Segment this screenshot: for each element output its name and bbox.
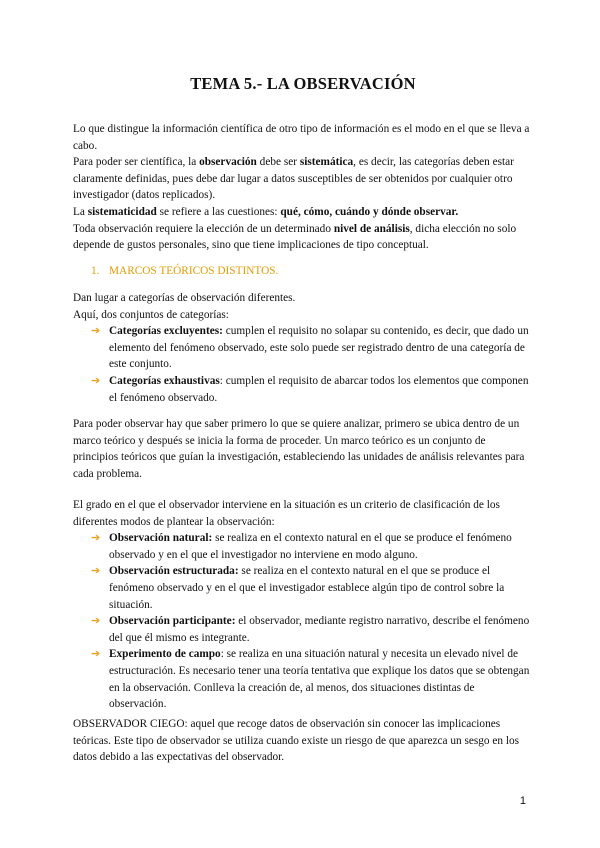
page-number: 1: [519, 795, 526, 807]
categories-section: [73, 290, 533, 406]
intro-paragraph-4: Toda observación requiere la elección de un determinado nivel de análisis, dicha elección no solo depende de gustos personales, sino que tiene implicaciones de tipo conceptual.: [73, 222, 517, 252]
list-item: ➔ Categorías excluyentes: cumplen el requisito no solapar su contenido, es decir, que dado un elemento del fenómeno observado, este solo puede ser registrado dentro de una categoría de este conjunto.: [91, 325, 529, 371]
modes-section: [73, 497, 533, 713]
section-number: 1.: [91, 265, 100, 277]
categories-line-1: Dan lugar a categorías de observación diferentes.: [73, 292, 296, 304]
categories-list: [73, 323, 533, 406]
theory-section: [73, 416, 533, 482]
list-item: ➔ Observación participante: el observador, mediante registro narrativo, describe el fenómeno del que él mismo es integrante.: [91, 615, 530, 644]
section-heading: [91, 263, 551, 280]
list-item: ➔ Observación natural: se realiza en el contexto natural en el que se produce el fenómeno observado y en el que el investigador no interviene en modo alguno.: [91, 532, 512, 561]
categories-line-2: Aquí, dos conjuntos de categorías:: [73, 308, 229, 321]
list-item: ➔ Experimento de campo: se realiza en una situación natural y necesita un elevado nivel de estructuración. Es necesario tener una teoría tentativa que explique los datos que se obtengan en la observación. Conlleva la creación de, al menos, dos situaciones distintas de observación.: [91, 648, 530, 711]
list-item: ➔ Categorías exhaustivas: cumplen el requisito de abarcar todos los elementos que componen el fenómeno observado.: [91, 374, 529, 404]
right-arrow-icon: ➔: [91, 565, 101, 578]
page-title: TEMA 5.- LA OBSERVACIÓN: [190, 74, 416, 93]
intro-paragraph-1: Lo que distingue la información científica de otro tipo de información es el modo en el que se lleva a cabo.: [73, 123, 530, 152]
blind-observer-paragraph: OBSERVADOR CIEGO: aquel que recoge datos de observación sin conocer las implicaciones teóricas. Este tipo de observador se utiliza cuando existe un riesgo de que aparezca un sesgo en los datos debido a las expectativas del observador.: [73, 718, 520, 764]
intro-paragraph-2: Para poder ser científica, la observación debe ser sistemática, es decir, las categorías deben estar claramente definidas, pues debe dar lugar a datos susceptibles de ser obtenidos por cualquier otro investigador (datos replicados).: [73, 156, 514, 202]
intro-section: [73, 121, 533, 254]
right-arrow-icon: ➔: [91, 648, 101, 661]
theory-paragraph: Para poder observar hay que saber primero lo que se quiere analizar, primero se ubica dentro de un marco teórico y después se inicia la forma de proceder. Un marco teórico es un conjunto de principios teóricos que guían la investigación, estableciendo las unidades de análisis relevantes para cada problema.: [73, 418, 525, 480]
modes-intro: El grado en el que el observador interviene en la situación es un criterio de clasificación de los diferentes modos de plantear la observación:: [73, 499, 500, 528]
right-arrow-icon: ➔: [91, 374, 101, 387]
right-arrow-icon: ➔: [91, 615, 101, 628]
list-item: ➔ Observación estructurada: se realiza en el contexto natural en el que se produce el fenómeno observado y en el que el investigador establece algún tipo de control sobre la situación.: [91, 565, 505, 611]
blind-observer-section: [73, 716, 533, 766]
modes-list: [73, 530, 533, 713]
section-title: MARCOS TEÓRICOS DISTINTOS.: [109, 265, 279, 277]
right-arrow-icon: ➔: [91, 325, 101, 338]
right-arrow-icon: ➔: [91, 532, 101, 545]
intro-paragraph-3: La sistematicidad se refiere a las cuestiones: qué, cómo, cuándo y dónde observar.: [73, 205, 459, 218]
